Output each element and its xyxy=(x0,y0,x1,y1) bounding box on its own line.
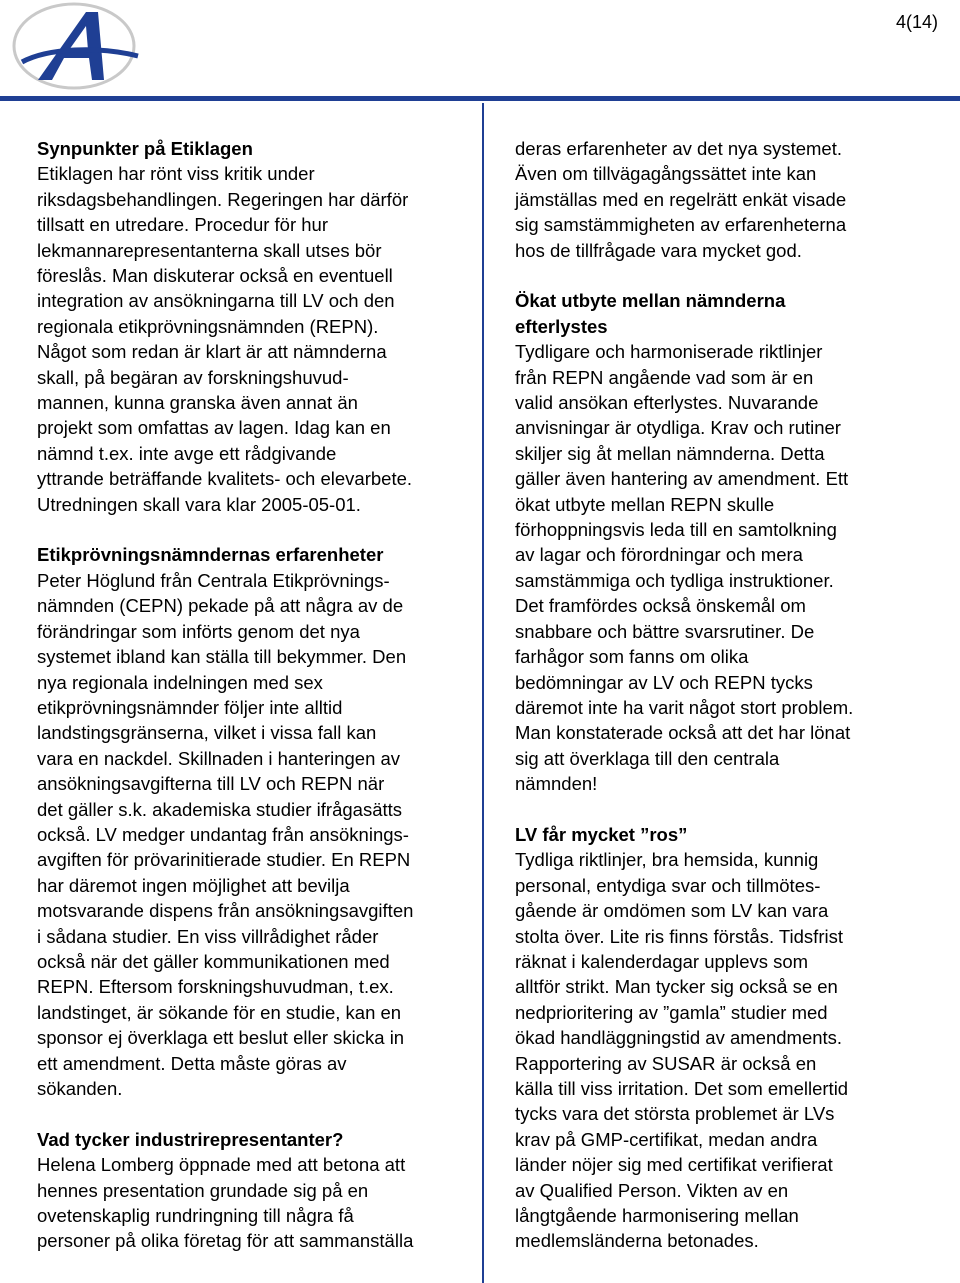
body-text-line: Man konstaterade också att det har lönat xyxy=(515,722,851,744)
body-text-line: motsvarande dispens från ansökningsavgiften xyxy=(37,900,414,922)
body-text-line: från REPN angående vad som är en xyxy=(515,366,814,388)
body-text-line: ansökningsavgifterna till LV och REPN när xyxy=(37,773,385,795)
body-text-line: personer på olika företag för att sammanställa xyxy=(37,1230,414,1252)
body-text-line: Något som redan är klart är att nämnderna xyxy=(37,341,387,363)
body-text-line: Etiklagen har rönt viss kritik under xyxy=(37,163,315,185)
body-text-line: däremot inte ha varit något stort problem. xyxy=(515,696,854,718)
organization-logo xyxy=(8,0,148,96)
page-number: 4(14) xyxy=(895,12,938,32)
body-text-line: lekmannarepresentanterna skall utses bör xyxy=(37,239,382,261)
right-column xyxy=(515,136,915,1279)
body-text-line: jämställas med en regelrätt enkät visade xyxy=(515,188,847,210)
body-text-line: hos de tillfrågade vara mycket god. xyxy=(515,239,802,261)
body-text-line: länder nöjer sig med certifikat verifierat xyxy=(515,1154,833,1176)
body-text-line: sponsor ej överklaga ett beslut eller skicka in xyxy=(37,1027,405,1049)
body-text-line: långtgående harmonisering mellan xyxy=(515,1205,799,1227)
section-heading: efterlystes xyxy=(515,315,608,337)
body-text-line: krav på GMP-certifikat, medan andra xyxy=(515,1128,818,1150)
body-text-line: källa till viss irritation. Det som emellertid xyxy=(515,1078,849,1099)
body-text-line: yttrande beträffande kvalitets- och elevarbete. xyxy=(37,468,413,490)
text-section xyxy=(37,1127,477,1254)
body-text-line: tillsatt en utredare. Procedur för hur xyxy=(37,214,329,236)
body-text-line: sig samstämmigheten av erfarenheterna xyxy=(515,214,847,236)
body-text-line: landstinget, är sökande för en studie, kan en xyxy=(37,1001,402,1023)
body-text-line: ökat utbyte mellan REPN skulle xyxy=(515,493,775,515)
body-text-line: sökanden. xyxy=(37,1078,123,1100)
body-text-line: Rapportering av SUSAR är också en xyxy=(515,1052,817,1074)
body-text-line: snabbare och bättre svarsrutiner. De xyxy=(515,620,815,642)
body-text-line: ökad handläggningstid av amendments. xyxy=(515,1027,843,1049)
body-text-line: avgiften för prövarinitierade studier. En REPN xyxy=(37,849,411,871)
body-text-line: av lagar och förordningar och mera xyxy=(515,544,803,566)
text-section xyxy=(515,136,915,263)
body-text-line: mannen, kunna granska även annat än xyxy=(37,392,358,414)
text-section xyxy=(37,542,477,1101)
body-text-line: tycks vara det största problemet är LVs xyxy=(515,1103,835,1125)
header-rule xyxy=(0,96,960,101)
body-text-line: hennes presentation grundade sig på en xyxy=(37,1179,369,1201)
body-text-line: vara en nackdel. Skillnaden i hanteringen av xyxy=(37,747,401,769)
column-divider xyxy=(482,103,484,1283)
body-text-line: Även om tillvägagångssättet inte kan xyxy=(515,163,817,185)
body-text-line: samstämmiga och tydliga instruktioner. xyxy=(515,569,834,591)
body-text-line: också. LV medger undantag från ansöknings- xyxy=(37,823,409,845)
body-text-line: också när det gäller kommunikationen med xyxy=(37,950,390,972)
body-text-line: i sådana studier. En viss villrådighet råder xyxy=(37,925,379,947)
text-section xyxy=(515,822,915,1254)
body-text-line: projekt som omfattas av lagen. Idag kan en xyxy=(37,417,391,439)
body-text-line: regionala etikprövningsnämnden (REPN). xyxy=(37,315,379,337)
body-text-line: Tydligare och harmoniserade riktlinjer xyxy=(515,341,823,363)
body-text-line: integration av ansökningarna till LV och den xyxy=(37,290,395,312)
body-text-line: nedprioritering av ”gamla” studier med xyxy=(515,1001,828,1023)
body-text-line: Tydliga riktlinjer, bra hemsida, kunnig xyxy=(515,849,819,871)
body-text-line: landstingsgränserna, vilket i vissa fall kan xyxy=(37,722,377,744)
body-text-line: personal, entydiga svar och tillmötes- xyxy=(515,874,821,896)
body-text-line: det gäller s.k. akademiska studier ifrågasätts xyxy=(37,798,403,820)
logo-ring xyxy=(14,4,134,88)
body-text-line: nämnd t.ex. inte avge ett rådgivande xyxy=(37,442,337,464)
body-text-line: har däremot ingen möjlighet att bevilja xyxy=(37,874,350,896)
section-heading: LV får mycket ”ros” xyxy=(515,823,688,845)
body-text-line: förändringar som införts genom det nya xyxy=(37,620,360,642)
body-text-line: nämnden! xyxy=(515,773,598,795)
text-section xyxy=(37,136,477,517)
body-text-line: riksdagsbehandlingen. Regeringen har därför xyxy=(37,188,409,210)
section-heading: Synpunkter på Etiklagen xyxy=(37,138,253,159)
body-text-line: farhågor som fanns om olika xyxy=(515,646,749,668)
body-text-line: valid ansökan efterlystes. Nuvarande xyxy=(515,392,819,414)
section-heading: Ökat utbyte mellan nämnderna xyxy=(515,290,786,312)
text-section xyxy=(515,288,915,796)
body-text-line: anvisningar är otydliga. Krav och rutiner xyxy=(515,417,841,439)
body-text-line: Peter Höglund från Centrala Etikprövnings- xyxy=(37,569,390,591)
body-text-line: föreslås. Man diskuterar också en eventuell xyxy=(37,265,393,287)
body-text-line: Det framfördes också önskemål om xyxy=(515,595,806,617)
body-text-line: Helena Lomberg öppnade med att betona att xyxy=(37,1154,406,1176)
body-text-line: ett amendment. Detta måste göras av xyxy=(37,1052,347,1074)
section-heading: Etikprövningsnämndernas erfarenheter xyxy=(37,544,384,566)
body-text-line: gående är omdömen som LV kan vara xyxy=(515,900,829,922)
body-text-line: nya regionala indelningen med sex xyxy=(37,671,323,693)
body-text-line: ovetenskaplig rundringning till några få xyxy=(37,1205,354,1227)
section-heading: Vad tycker industrirepresentanter? xyxy=(37,1128,344,1150)
body-text-line: systemet ibland kan ställa till bekymmer. Den xyxy=(37,646,407,668)
body-text-line: stolta över. Lite ris finns förstås. Tidsfrist xyxy=(515,925,843,947)
logo-letter-a xyxy=(38,12,104,80)
body-text-line: medlemsländerna betonades. xyxy=(515,1230,759,1252)
body-text-line: etikprövningsnämnder följer inte alltid xyxy=(37,696,343,718)
body-text-line: förhoppningsvis leda till en samtolkning xyxy=(515,519,837,541)
body-text-line: skall, på begäran av forskningshuvud- xyxy=(37,366,349,388)
body-text-line: alltför strikt. Man tycker sig också se en xyxy=(515,976,838,998)
body-text-line: av Qualified Person. Vikten av en xyxy=(515,1179,789,1201)
body-text-line: nämnden (CEPN) pekade på att några av de xyxy=(37,595,404,617)
body-text-line: REPN. Eftersom forskningshuvudman, t.ex. xyxy=(37,976,394,998)
body-text-line: sig att överklaga till den centrala xyxy=(515,747,780,769)
body-text-line: Utredningen skall vara klar 2005-05-01. xyxy=(37,493,361,515)
body-text-line: räknat i kalenderdagar upplevs som xyxy=(515,950,809,972)
body-text-line: skiljer sig åt mellan nämnderna. Detta xyxy=(515,442,825,464)
body-text-line: deras erfarenheter av det nya systemet. xyxy=(515,138,843,159)
body-text-line: gäller även hantering av amendment. Ett xyxy=(515,468,849,490)
left-column xyxy=(37,136,477,1279)
body-text-line: bedömningar av LV och REPN tycks xyxy=(515,671,813,693)
